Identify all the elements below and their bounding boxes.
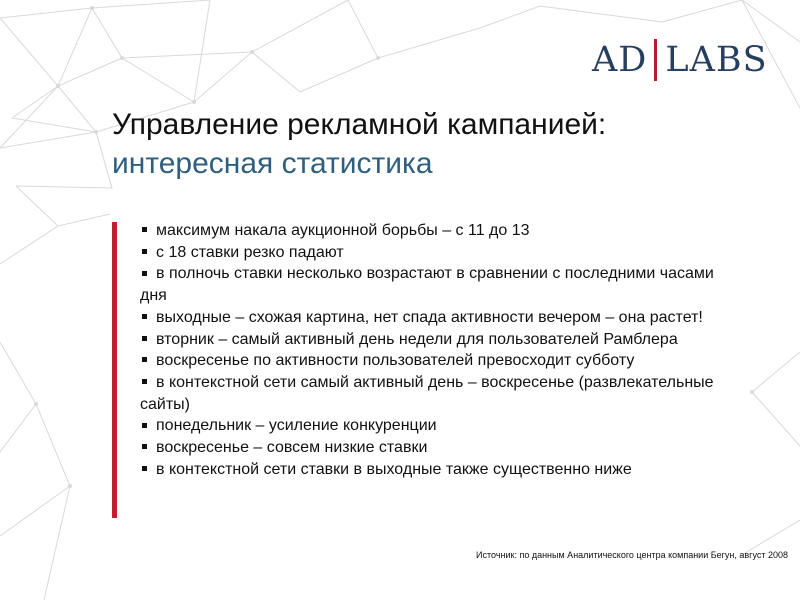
list-item (140, 329, 730, 351)
logo-left-text: AD (592, 39, 648, 80)
bullet-square-icon (142, 336, 147, 341)
list-item (140, 437, 730, 459)
bullet-square-icon (142, 423, 147, 428)
logo-separator (654, 39, 657, 81)
list-item (140, 415, 730, 437)
list-item (140, 242, 730, 264)
bullet-square-icon (142, 271, 147, 276)
list-item-text: воскресенье – совсем низкие ставки (156, 439, 428, 457)
list-item (140, 220, 730, 242)
bullet-square-icon (142, 314, 147, 319)
list-item-text: вторник – самый активный день недели для пользователей Рамблера (156, 330, 678, 348)
list-item-text: в контекстной сети самый активный день – воскресенье (развлекательные сайты) (140, 373, 714, 413)
list-item (140, 263, 730, 306)
source-note: Источник: по данным Аналитического центра компании Бегун, август 2008 (476, 550, 788, 560)
bullet-square-icon (142, 379, 147, 384)
bullet-square-icon (142, 466, 147, 471)
ad-labs-logo (592, 38, 768, 82)
list-item-text: в контекстной сети ставки в выходные также существенно ниже (156, 460, 632, 478)
statistics-list (140, 220, 730, 480)
list-item (140, 307, 730, 329)
bullet-square-icon (142, 227, 147, 232)
list-item-text: максимум накала аукционной борьбы – с 11 до 13 (156, 222, 530, 239)
list-item (140, 350, 730, 372)
logo-right-text: LABS (665, 39, 768, 80)
slide-title: Управление рекламной кампанией: (112, 108, 607, 141)
list-item (140, 459, 730, 481)
list-item (140, 372, 730, 415)
list-item-text: воскресенье по активности пользователей превосходит субботу (156, 352, 635, 370)
list-item-text: понедельник – усиление конкуренции (156, 417, 437, 435)
list-item-text: выходные – схожая картина, нет спада активности вечером – она растет! (156, 308, 703, 326)
bullet-square-icon (142, 357, 147, 362)
bullet-square-icon (142, 249, 147, 254)
bullet-square-icon (142, 444, 147, 449)
accent-bar (112, 222, 117, 518)
list-item-text: с 18 ставки резко падают (156, 243, 344, 261)
slide-subtitle: интересная статистика (112, 147, 433, 180)
list-item-text: в полночь ставки несколько возрастают в сравнении с последними часами дня (140, 265, 714, 305)
